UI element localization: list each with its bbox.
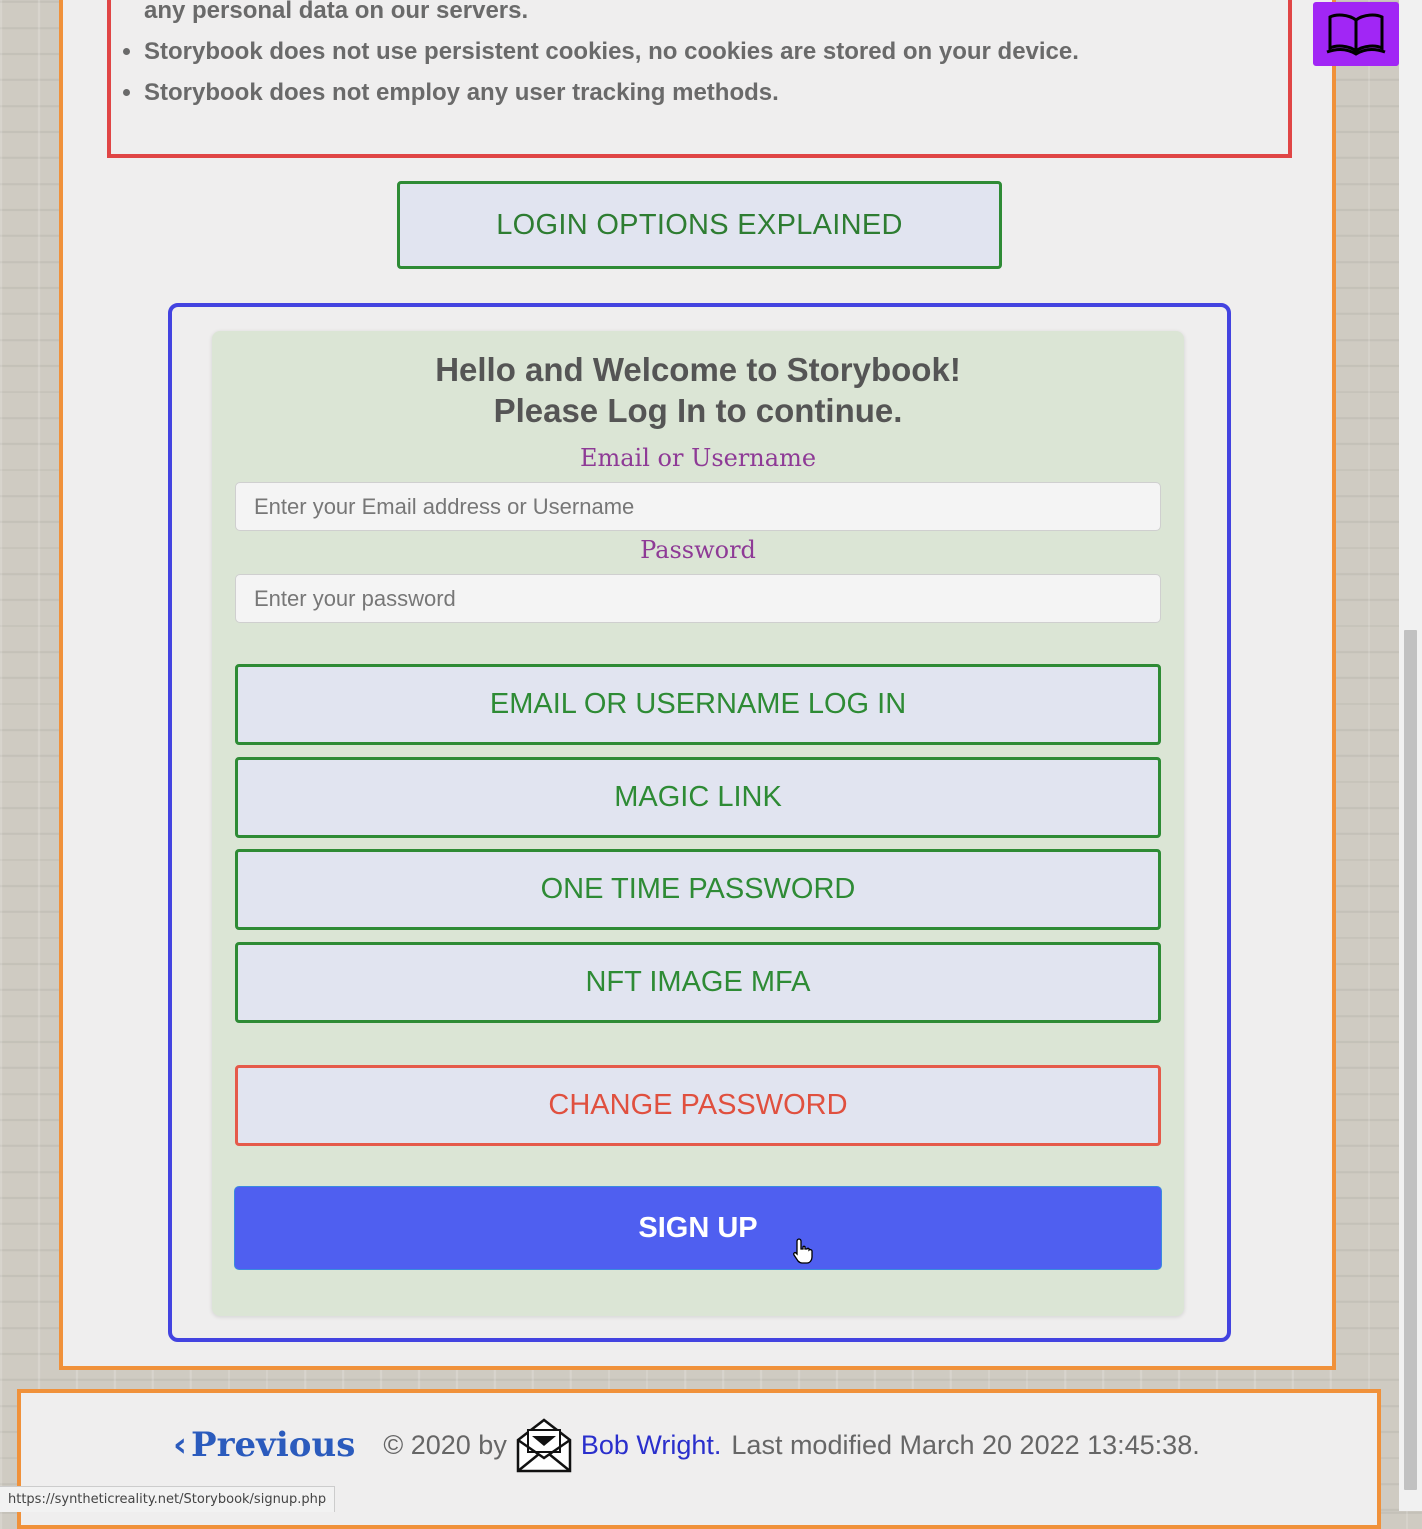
- privacy-item: any personal data on our servers.: [144, 0, 529, 24]
- author-link[interactable]: Bob Wright.: [580, 1429, 722, 1460]
- last-modified: Last modified March 20 2022 13:45:38.: [731, 1429, 1200, 1460]
- nft-image-mfa-button[interactable]: NFT IMAGE MFA: [235, 942, 1161, 1023]
- footer-row: [173, 1415, 1200, 1475]
- copyright-text: © 2020 by: [383, 1429, 507, 1460]
- privacy-list: [111, 0, 1288, 113]
- email-label: Email or Username: [579, 444, 817, 472]
- change-password-button[interactable]: CHANGE PASSWORD: [235, 1065, 1161, 1146]
- email-login-button[interactable]: EMAIL OR USERNAME LOG IN: [235, 664, 1161, 745]
- welcome-heading: [212, 349, 1184, 431]
- vertical-scrollbar[interactable]: [1399, 0, 1422, 1511]
- book-menu-button[interactable]: [1313, 2, 1399, 66]
- privacy-item: • Storybook does not employ any user tracking methods.: [144, 72, 1288, 113]
- sign-up-button[interactable]: SIGN UP: [235, 1187, 1161, 1269]
- book-icon: [1326, 12, 1386, 56]
- one-time-password-button[interactable]: ONE TIME PASSWORD: [235, 849, 1161, 930]
- hand-cursor-icon: [793, 1238, 813, 1264]
- password-field[interactable]: [235, 574, 1161, 623]
- previous-label: Previous: [191, 1425, 356, 1465]
- mail-icon[interactable]: [515, 1416, 573, 1474]
- login-options-explained-button[interactable]: LOGIN OPTIONS EXPLAINED: [397, 181, 1002, 269]
- chevron-left-icon: ‹: [173, 1425, 188, 1465]
- status-bar-url: https://syntheticreality.net/Storybook/signup.php: [0, 1486, 335, 1512]
- privacy-item: • Storybook does not use persistent cookies, no cookies are stored on your device.: [144, 31, 1288, 72]
- password-label: Password: [640, 536, 756, 564]
- privacy-notice: [107, 0, 1292, 158]
- welcome-line-2: Please Log In to continue.: [493, 392, 903, 429]
- login-card: [212, 331, 1184, 1316]
- email-field[interactable]: [235, 482, 1161, 531]
- magic-link-button[interactable]: MAGIC LINK: [235, 757, 1161, 838]
- welcome-line-1: Hello and Welcome to Storybook!: [435, 351, 961, 388]
- previous-link[interactable]: [173, 1425, 355, 1465]
- scrollbar-thumb[interactable]: [1404, 630, 1417, 1490]
